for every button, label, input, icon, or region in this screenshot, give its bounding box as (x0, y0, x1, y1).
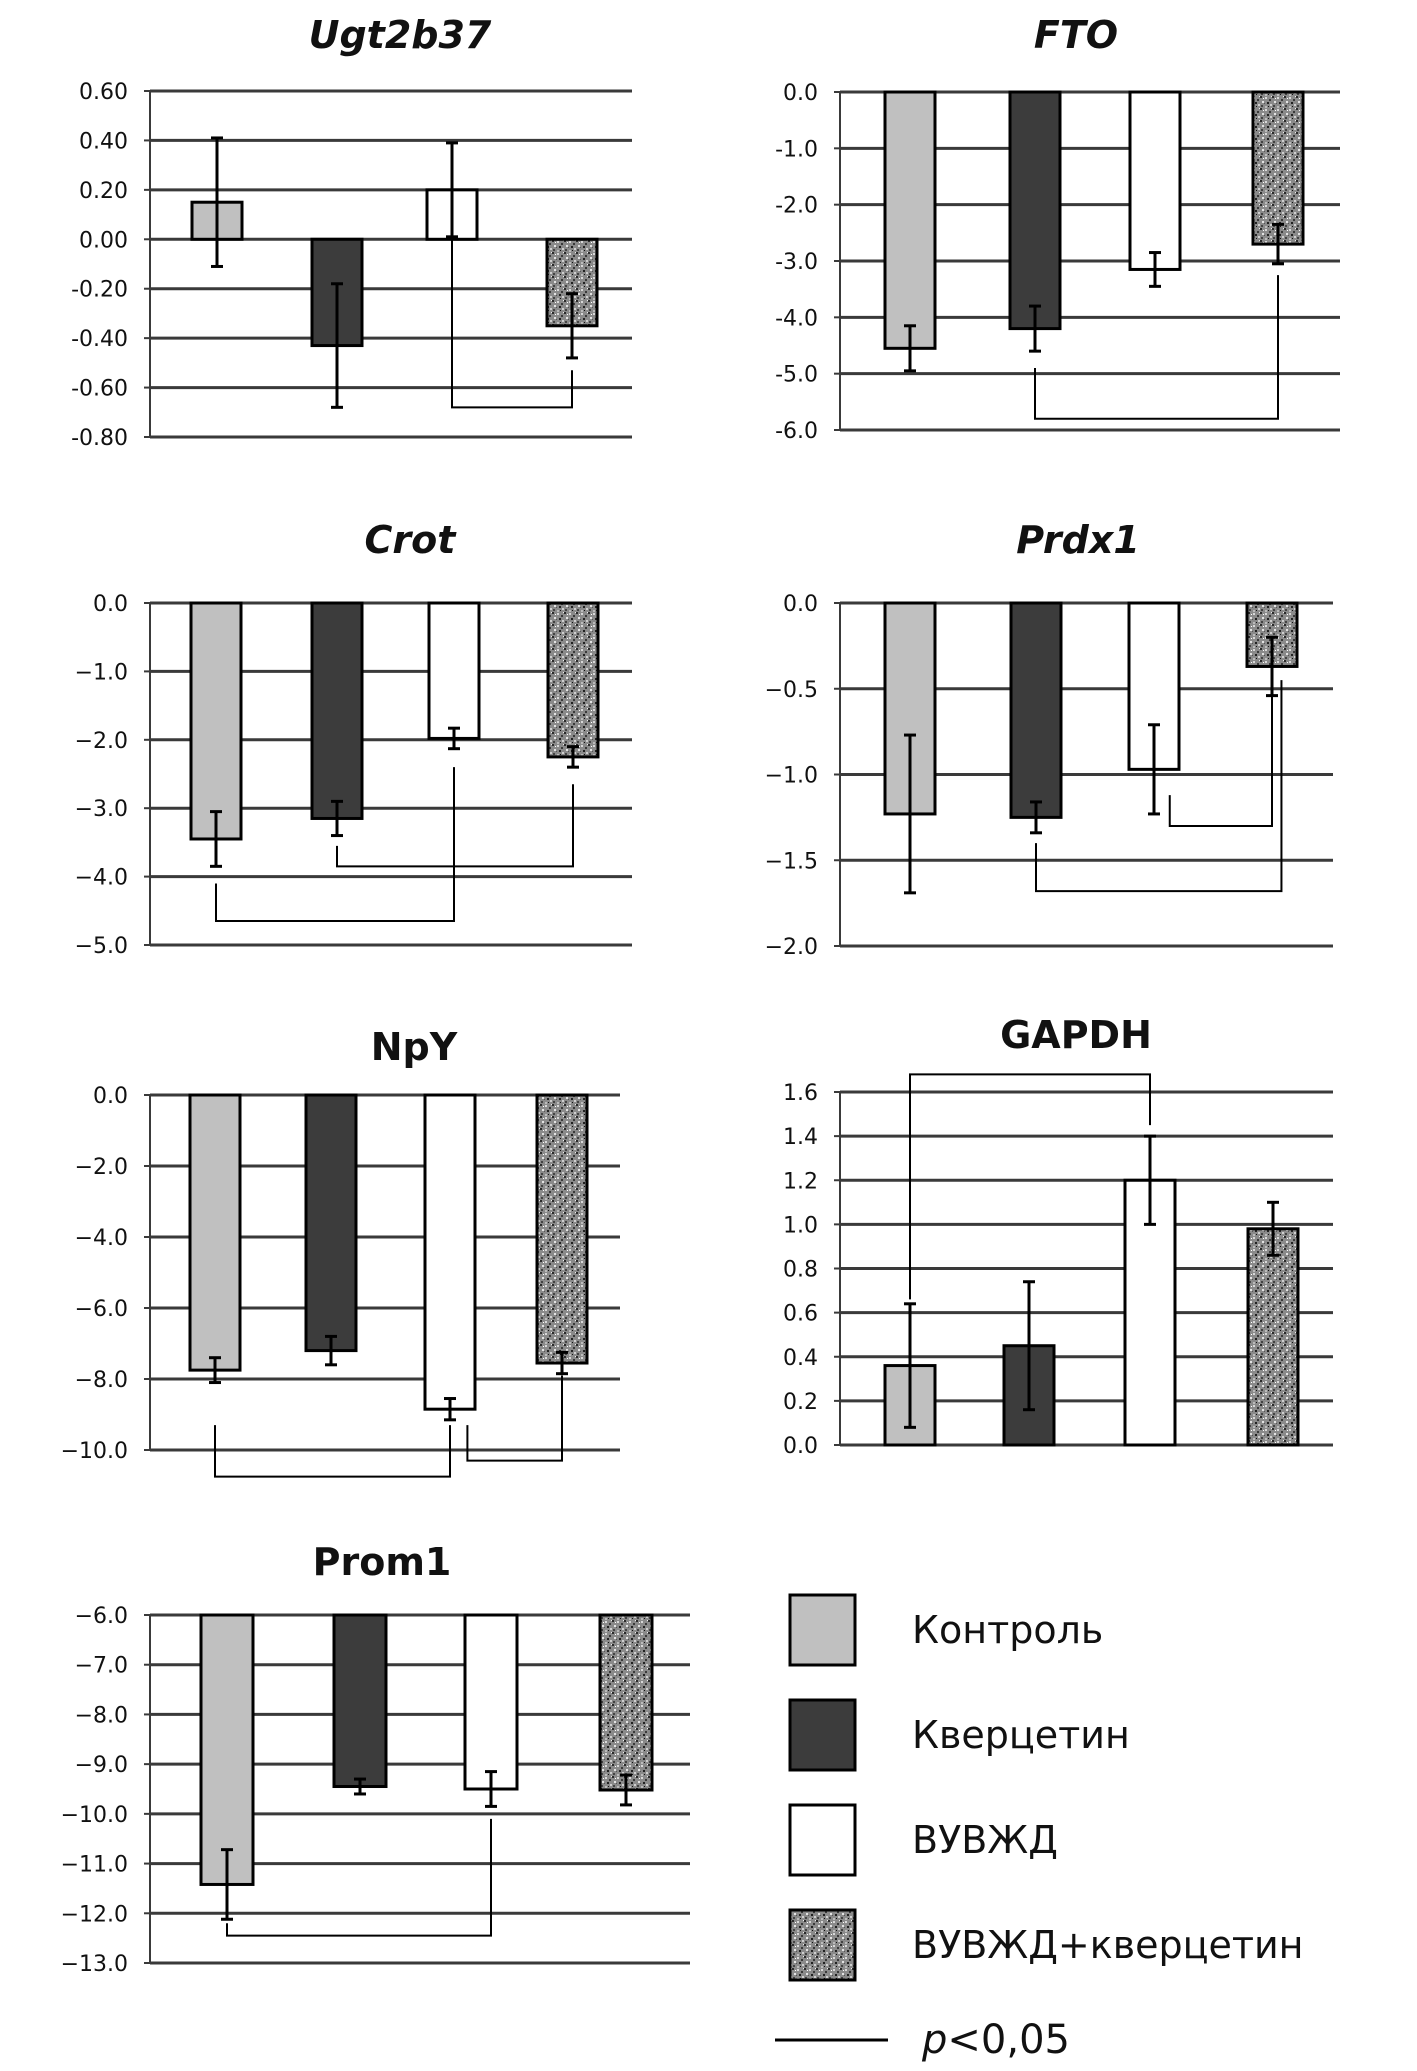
bar-quercetin (1011, 603, 1061, 817)
y-tick-label: −8.0 (74, 1703, 128, 1729)
significance-bracket (227, 1819, 491, 1936)
y-tick-label: −10.0 (60, 1439, 128, 1464)
bar-quercetin (306, 1095, 356, 1351)
y-tick-label: -0.40 (71, 327, 128, 353)
bar-vuvzhd (429, 603, 479, 738)
y-tick-label: 0.0 (93, 1084, 128, 1109)
y-tick-label: -2.0 (775, 193, 818, 219)
y-tick-label: 1.0 (783, 1213, 818, 1239)
y-tick-label: 0.0 (783, 592, 818, 617)
legend-label-quercetin: Кверцетин (912, 1713, 1130, 1757)
y-tick-label: -1.0 (775, 137, 818, 163)
y-tick-label: −6.0 (74, 1604, 128, 1629)
significance-bracket (1035, 275, 1278, 419)
y-tick-label: −4.0 (74, 1226, 128, 1251)
chart-panel-6 (61, 1540, 690, 1977)
bar-control (190, 1095, 240, 1370)
bar-vuvzhd-quercetin (537, 1095, 587, 1363)
legend-label-vuvzhd-quercetin: ВУВЖД+кверцетин (912, 1923, 1304, 1967)
bar-quercetin (312, 603, 362, 818)
y-tick-label: −11.0 (60, 1852, 128, 1878)
bar-vuvzhd-quercetin (548, 603, 598, 757)
chart-panel-3 (765, 518, 1333, 960)
y-tick-label: −13.0 (60, 1952, 128, 1977)
y-tick-label: 0.6 (783, 1301, 818, 1327)
y-tick-label: −3.0 (74, 797, 128, 823)
y-tick-label: −1.0 (764, 763, 818, 789)
y-tick-label: −2.0 (74, 1155, 128, 1180)
significance-bracket (467, 1375, 562, 1460)
y-tick-label: 0.2 (783, 1389, 818, 1415)
significance-bracket (1170, 675, 1272, 826)
chart-panel-0 (71, 13, 632, 451)
chart-panel-1 (775, 13, 1340, 444)
y-tick-label: 0.8 (783, 1257, 818, 1283)
y-tick-label: −4.0 (74, 865, 128, 891)
y-tick-label: −8.0 (74, 1368, 128, 1393)
y-tick-label: 1.2 (783, 1169, 818, 1195)
bar-vuvzhd (465, 1615, 517, 1789)
y-tick-label: 0.4 (783, 1345, 818, 1371)
y-tick-label: 1.4 (783, 1125, 818, 1151)
bar-vuvzhd-quercetin (1248, 1229, 1298, 1445)
y-tick-label: 0.20 (79, 178, 128, 204)
y-tick-label: −2.0 (74, 728, 128, 754)
legend-swatch-vuvzhd (790, 1805, 855, 1875)
y-tick-label: -4.0 (775, 306, 818, 332)
y-tick-label: -6.0 (775, 419, 818, 444)
y-tick-label: −12.0 (60, 1902, 128, 1928)
y-tick-label: −5.0 (74, 934, 128, 959)
bar-quercetin (1010, 92, 1060, 329)
chart-title: Prdx1 (1016, 518, 1140, 562)
y-tick-label: −0.5 (764, 677, 818, 703)
legend-swatch-quercetin (790, 1700, 855, 1770)
chart-title: Crot (364, 518, 456, 562)
legend-p-threshold: <0,05 (947, 2017, 1070, 2063)
legend-p-symbol: p (922, 2017, 948, 2063)
bar-control (191, 603, 241, 839)
y-tick-label: -3.0 (775, 250, 818, 275)
chart-title: NpY (370, 1025, 458, 1069)
chart-title: Ugt2b37 (308, 13, 492, 57)
y-tick-label: −7.0 (74, 1653, 128, 1679)
y-tick-label: -0.60 (71, 376, 128, 402)
bar-vuvzhd-quercetin (1253, 92, 1303, 244)
chart-title: GAPDH (1000, 1013, 1152, 1057)
y-tick-label: -0.80 (71, 426, 128, 451)
bar-vuvzhd (425, 1095, 475, 1409)
chart-title: Prom1 (312, 1540, 452, 1584)
y-tick-label: -5.0 (775, 362, 818, 388)
y-tick-label: 0.00 (79, 228, 128, 254)
y-tick-label: −2.0 (764, 935, 818, 960)
legend-label-control: Контроль (912, 1608, 1104, 1652)
y-tick-label: 0.0 (783, 81, 818, 106)
chart-panel-2 (75, 518, 632, 959)
y-tick-label: −1.0 (74, 660, 128, 686)
chart-title: FTO (1033, 13, 1119, 57)
bar-control (201, 1615, 253, 1884)
y-tick-label: −10.0 (60, 1802, 128, 1828)
legend-swatch-vuvzhd-quercetin (790, 1910, 855, 1980)
y-tick-label: 0.40 (79, 129, 128, 155)
significance-bracket (910, 1074, 1150, 1299)
y-tick-label: −9.0 (74, 1753, 128, 1779)
legend-label-vuvzhd: ВУВЖД (912, 1818, 1058, 1862)
chart-panel-4 (61, 1025, 620, 1477)
bar-vuvzhd (1130, 92, 1180, 269)
bar-quercetin (334, 1615, 386, 1787)
legend-significance-label (921, 2017, 1070, 2063)
charts-layer (61, 13, 1340, 1977)
bar-vuvzhd-quercetin (600, 1615, 652, 1790)
y-tick-label: 0.60 (79, 80, 128, 105)
chart-panel-5 (783, 1013, 1333, 1459)
bar-control (885, 92, 935, 348)
y-tick-label: -0.20 (71, 277, 128, 303)
legend-swatch-control (790, 1595, 855, 1665)
y-tick-label: 1.6 (783, 1081, 818, 1106)
y-tick-label: 0.0 (93, 592, 128, 617)
legend (775, 1595, 1304, 2063)
y-tick-label: −6.0 (74, 1297, 128, 1322)
y-tick-label: −1.5 (764, 849, 818, 875)
y-tick-label: 0.0 (783, 1434, 818, 1459)
